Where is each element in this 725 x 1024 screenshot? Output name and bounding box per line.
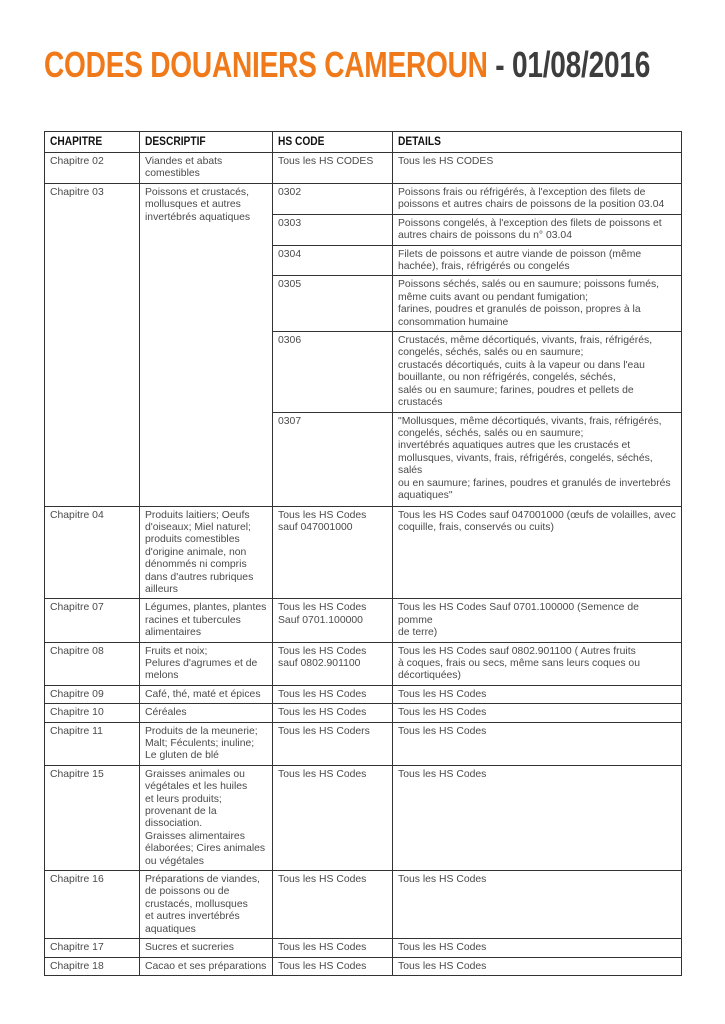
hs-code-cell: 0302	[273, 183, 393, 214]
details-cell: Tous les HS Codes	[393, 765, 682, 870]
table-row	[45, 957, 682, 975]
hs-code-cell: Tous les HS Codes Sauf 0701.100000	[273, 599, 393, 642]
hs-code-cell: Tous les HS Codes	[273, 939, 393, 957]
details-cell: Poissons frais ou réfrigérés, à l'exception des filets de poissons et autres chairs de poissons de la position 03.04	[393, 183, 682, 214]
details-cell: Tous les HS Codes	[393, 704, 682, 722]
hs-code-cell: Tous les HS Coders	[273, 722, 393, 765]
header-descriptif: DESCRIPTIF	[140, 132, 273, 153]
hs-code-cell: Tous les HS Codes	[273, 871, 393, 939]
details-cell: Tous les HS Codes Sauf 0701.100000 (Semence de pomme de terre)	[393, 599, 682, 642]
details-cell: Tous les HS CODES	[393, 153, 682, 184]
chapitre-cell: Chapitre 03	[45, 183, 140, 506]
descriptif-cell: Préparations de viandes, de poissons ou de crustacés, mollusques et autres invertébrés aquatiques	[140, 871, 273, 939]
chapitre-cell: Chapitre 04	[45, 506, 140, 599]
hs-code-cell: 0304	[273, 245, 393, 276]
customs-codes-table	[44, 131, 682, 976]
details-cell: Tous les HS Codes	[393, 939, 682, 957]
table-row	[45, 685, 682, 703]
header-hs-code: HS CODE	[273, 132, 393, 153]
descriptif-cell: Poissons et crustacés, mollusques et autres invertébrés aquatiques	[140, 183, 273, 506]
table-row	[45, 704, 682, 722]
table-row	[45, 765, 682, 870]
descriptif-cell: Produits laitiers; Oeufs d'oiseaux; Miel naturel; produits comestibles d'origine animale, non dénommés ni compris dans d'autres rubriques ailleurs	[140, 506, 273, 599]
hs-code-cell: Tous les HS Codes	[273, 704, 393, 722]
table-row	[45, 642, 682, 685]
table-row	[45, 153, 682, 184]
chapitre-cell: Chapitre 18	[45, 957, 140, 975]
details-cell: Tous les HS Codes sauf 0802.901100 ( Autres fruits à coques, frais ou secs, même sans leurs coques ou décortiquées)	[393, 642, 682, 685]
table-row	[45, 939, 682, 957]
hs-code-cell: 0306	[273, 332, 393, 412]
hs-code-cell: Tous les HS CODES	[273, 153, 393, 184]
header-chapitre: CHAPITRE	[45, 132, 140, 153]
page-title: CODES DOUANIERS CAMEROUN - 01/08/2016	[44, 44, 651, 85]
details-cell: Poissons congelés, à l'exception des filets de poissons et autres chairs de poissons du n° 03.04	[393, 214, 682, 245]
details-cell: Tous les HS Codes	[393, 957, 682, 975]
table-row	[45, 506, 682, 599]
descriptif-cell: Café, thé, maté et épices	[140, 685, 273, 703]
descriptif-cell: Légumes, plantes, plantes racines et tubercules alimentaires	[140, 599, 273, 642]
chapitre-cell: Chapitre 11	[45, 722, 140, 765]
chapitre-cell: Chapitre 09	[45, 685, 140, 703]
chapitre-cell: Chapitre 02	[45, 153, 140, 184]
descriptif-cell: Céréales	[140, 704, 273, 722]
descriptif-cell: Sucres et sucreries	[140, 939, 273, 957]
table-row	[45, 599, 682, 642]
hs-code-cell: 0303	[273, 214, 393, 245]
descriptif-cell: Fruits et noix; Pelures d'agrumes et de melons	[140, 642, 273, 685]
table-row	[45, 183, 682, 214]
details-cell: Tous les HS Codes	[393, 871, 682, 939]
details-cell: Poissons séchés, salés ou en saumure; poissons fumés, même cuits avant ou pendant fumigation; farines, poudres et granulés de poisson, propres à la consommation humaine	[393, 276, 682, 332]
details-cell: "Mollusques, même décortiqués, vivants, frais, réfrigérés, congelés, séchés, salés ou en saumure; invertébrés aquatiques autres que les crustacés et mollusques, vivants, frais, réfrigérés, congelés, séchés, salés ou en saumure; farines, poudres et granulés de invertebrés aquatiques"	[393, 412, 682, 506]
descriptif-cell: Cacao et ses préparations	[140, 957, 273, 975]
chapitre-cell: Chapitre 10	[45, 704, 140, 722]
chapitre-cell: Chapitre 07	[45, 599, 140, 642]
hs-code-cell: Tous les HS Codes sauf 047001000	[273, 506, 393, 599]
hs-code-cell: Tous les HS Codes	[273, 765, 393, 870]
table-row	[45, 871, 682, 939]
hs-code-cell: 0307	[273, 412, 393, 506]
header-details: DETAILS	[393, 132, 682, 153]
details-cell: Tous les HS Codes	[393, 722, 682, 765]
descriptif-cell: Graisses animales ou végétales et les huiles et leurs produits; provenant de la dissociation. Graisses alimentaires élaborées; Cires animales ou végétales	[140, 765, 273, 870]
hs-code-cell: Tous les HS Codes sauf 0802.901100	[273, 642, 393, 685]
chapitre-cell: Chapitre 16	[45, 871, 140, 939]
table-header	[45, 132, 682, 153]
details-cell: Tous les HS Codes	[393, 685, 682, 703]
descriptif-cell: Viandes et abats comestibles	[140, 153, 273, 184]
details-cell: Crustacés, même décortiqués, vivants, frais, réfrigérés, congelés, séchés, salés ou en saumure; crustacés décortiqués, cuits à la vapeur ou dans l'eau bouillante, ou non réfrigérés, congelés, séchés, salés ou en saumure; farines, poudres et pellets de crustacés	[393, 332, 682, 412]
descriptif-cell: Produits de la meunerie; Malt; Féculents; inuline; Le gluten de blé	[140, 722, 273, 765]
details-cell: Filets de poissons et autre viande de poisson (même hachée), frais, réfrigérés ou congelés	[393, 245, 682, 276]
table-row	[45, 722, 682, 765]
chapitre-cell: Chapitre 17	[45, 939, 140, 957]
hs-code-cell: Tous les HS Codes	[273, 957, 393, 975]
hs-code-cell: Tous les HS Codes	[273, 685, 393, 703]
chapitre-cell: Chapitre 08	[45, 642, 140, 685]
hs-code-cell: 0305	[273, 276, 393, 332]
chapitre-cell: Chapitre 15	[45, 765, 140, 870]
details-cell: Tous les HS Codes sauf 047001000 (œufs de volailles, avec coquille, frais, conservés ou cuits)	[393, 506, 682, 599]
